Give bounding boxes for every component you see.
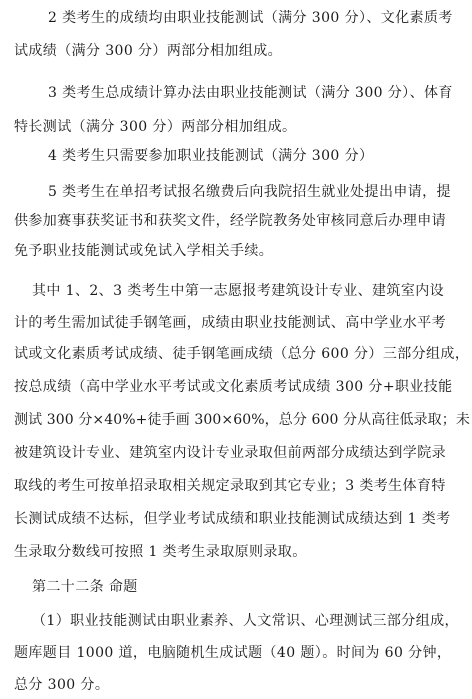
- paragraph-line: 2 类考生的成绩均由职业技能测试（满分 300 分）、文化素质考: [48, 10, 453, 26]
- paragraph-line: 生录取分数线可按照 1 类考生录取原则录取。: [14, 544, 307, 560]
- paragraph-line: 免予职业技能测试或免试入学相关手续。: [14, 243, 274, 259]
- paragraph-line: 测试 300 分×40%+徒手画 300×60%，总分 600 分从高往低录取；未: [14, 412, 470, 428]
- paragraph-line: 其中 1、2、3 类考生中第一志愿报考建筑设计专业、建筑室内设: [32, 283, 445, 299]
- paragraph-line: 按总成绩（高中学业水平考试或文化素质考试成绩 300 分+职业技能: [14, 379, 453, 395]
- paragraph-line: 取线的考生可按单招录取相关规定录取到其它专业；3 类考生体育特: [14, 478, 446, 494]
- paragraph-line: 计的考生需加试徒手钢笔画，成绩由职业技能测试、高中学业水平考: [14, 315, 446, 331]
- paragraph-line: 特长测试（满分 300 分）两部分相加组成。: [14, 119, 297, 135]
- paragraph-line: 总分 300 分。: [14, 677, 110, 693]
- paragraph-line: 5 类考生在单招考试报名缴费后向我院招生就业处提出申请，提: [48, 184, 451, 200]
- paragraph-line: 3 类考生总成绩计算办法由职业技能测试（满分 300 分）、体育: [48, 85, 453, 101]
- paragraph-line: 被建筑设计专业、建筑室内设计专业录取但前两部分成绩达到学院录: [14, 445, 446, 461]
- paragraph-line: 供参加赛事获奖证书和获奖文件，经学院教务处审核同意后办理申请: [14, 213, 446, 229]
- section-heading: 第二十二条 命题: [32, 579, 138, 595]
- paragraph-line: 题库题目 1000 道，电脑随机生成试题（40 题）。时间为 60 分钟，: [14, 645, 452, 661]
- paragraph-line: 试或文化素质考试成绩、徒手钢笔画成绩（总分 600 分）三部分组成，: [14, 346, 470, 362]
- paragraph-line: 长测试成绩不达标，但学业考试成绩和职业技能测试成绩达到 1 类考: [14, 511, 451, 527]
- paragraph-line: （1）职业技能测试由职业素养、人文常识、心理测试三部分组成，: [32, 613, 459, 629]
- paragraph-line: 4 类考生只需要参加职业技能测试（满分 300 分）: [48, 148, 374, 164]
- paragraph-line: 试成绩（满分 300 分）两部分相加组成。: [14, 43, 283, 59]
